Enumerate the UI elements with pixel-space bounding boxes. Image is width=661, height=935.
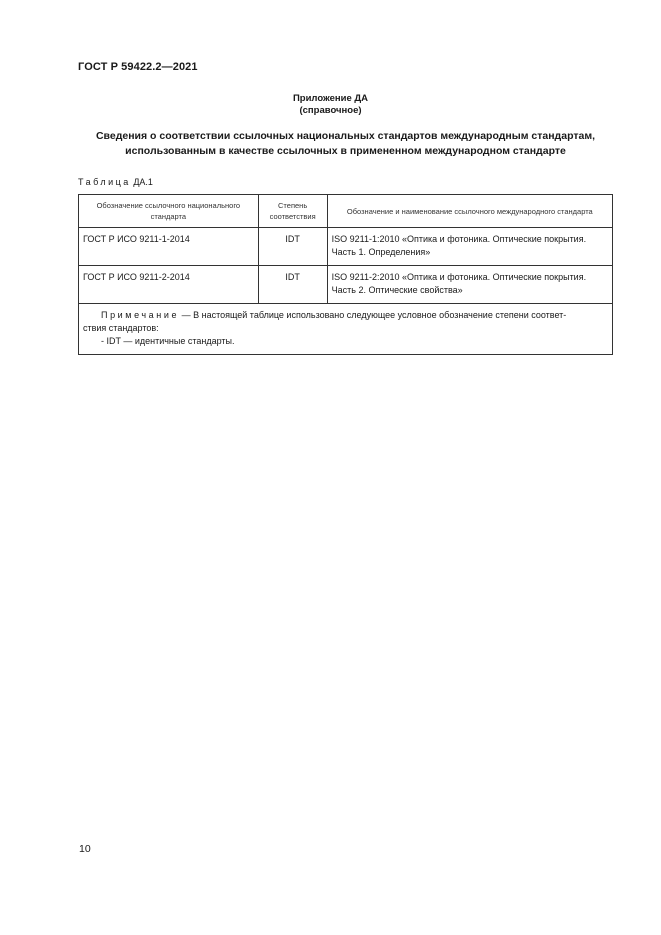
section-heading-line-1: Сведения о соответствии ссылочных национальных стандартов международным стандартам, [95,130,596,142]
cell-degree: IDT [258,266,327,304]
table-note [79,304,613,355]
table-caption [78,177,153,187]
appendix-subtitle: (справочное) [299,105,362,116]
cell-international-line-1: ISO 9211-2:2010 «Оптика и фотоника. Оптические покрытия. [331,272,587,282]
table-note-line-2: ствия стандартов: [83,323,159,333]
cell-international-line-2: Часть 1. Определения» [331,247,431,257]
section-heading-line-2: использованным в качестве ссылочных в примененном международном стандарте [125,145,566,157]
table-note-item: - IDT — идентичные стандарты. [101,336,235,346]
table-header-row [79,195,613,228]
cell-national-standard: ГОСТ Р ИСО 9211-1-2014 [79,228,259,266]
table-caption-label: Таблица [78,177,131,187]
cell-national-standard: ГОСТ Р ИСО 9211-2-2014 [79,266,259,304]
section-heading [78,129,613,159]
cell-international-line-1: ISO 9211-1:2010 «Оптика и фотоника. Оптические покрытия. [331,234,587,244]
table-note-row [79,304,613,355]
table-row [79,228,613,266]
cell-international-standard [327,228,612,266]
header-international-standard: Обозначение и наименование ссылочного международного стандарта [327,195,612,228]
table-note-line-1 [83,309,608,322]
cell-degree: IDT [258,228,327,266]
reference-standards-table [78,194,613,355]
cell-international-line-2: Часть 2. Оптические свойства» [331,285,463,295]
table-caption-number: ДА.1 [133,177,153,187]
page-number: 10 [79,843,91,855]
appendix-title: Приложение ДА [292,93,369,104]
table-row [79,266,613,304]
document-number: ГОСТ Р 59422.2—2021 [78,61,198,73]
header-national-standard: Обозначение ссылочного национального стандарта [79,195,259,228]
table-note-label: Примечание [101,310,180,320]
header-degree-of-conformity: Степень соответствия [258,195,327,228]
table-note-text-1: — В настоящей таблице использовано следующее условное обозначение степени соответ- [179,310,567,320]
cell-international-standard [327,266,612,304]
